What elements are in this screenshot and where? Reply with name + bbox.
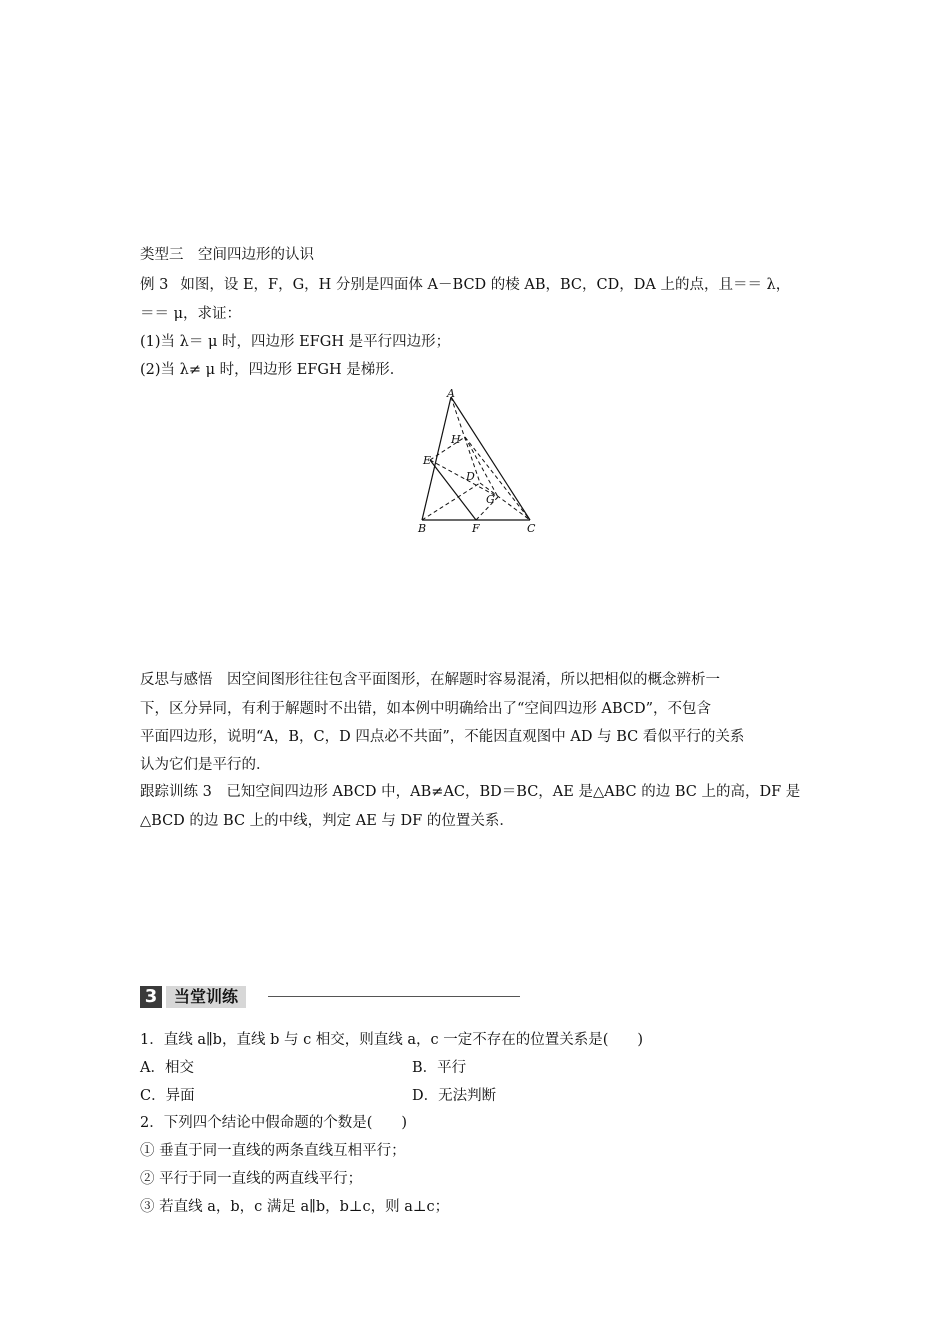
q2-stem: 2．下列四个结论中假命题的个数是( ) [140,1115,408,1131]
example-line-2: ＝＝ μ，求证： [140,306,242,322]
example-part-2: (2)当 λ≠ μ 时，四边形 EFGH 是梯形． [140,362,405,378]
reflection-line-1: 反思与感悟 因空间图形往往包含平面图形，在解题时容易混淆，所以把相似的概念辨析一 [140,672,720,688]
example-part-1: (1)当 λ＝ μ 时，四边形 EFGH 是平行四边形； [140,334,451,350]
q2-statement-1: ① 垂直于同一直线的两条直线互相平行； [140,1143,406,1159]
label-c: C [527,522,536,535]
q1-option-c: C．异面 [140,1088,195,1104]
tetrahedron-figure [410,388,550,538]
tracking-line-1: 跟踪训练 3 已知空间四边形 ABCD 中，AB≠AC，BD＝BC，AE 是△ABC 的边 BC 上的高，DF 是 [140,784,801,800]
q1-option-d: D．无法判断 [412,1088,497,1104]
q2-statement-3: ③ 若直线 a，b，c 满足 a∥b，b⊥c，则 a⊥c； [140,1199,450,1215]
tracking-line-2: △BCD 的边 BC 上的中线，判定 AE 与 DF 的位置关系． [140,813,514,829]
heading-divider [268,996,520,997]
example-label: 例 3 [140,277,169,293]
label-e: E [423,454,432,467]
reflection-line-4: 认为它们是平行的． [140,757,271,773]
q1-stem: 1．直线 a∥b，直线 b 与 c 相交，则直线 a，c 一定不存在的位置关系是( ) [140,1032,644,1048]
label-a: A [447,388,455,400]
practice-number-badge: 3 [140,986,162,1008]
reflection-line-3: 平面四边形，说明“A，B，C，D 四点必不共面”，不能因直观图中 AD 与 BC 看似平行的关系 [140,729,745,745]
example-text-1: 如图，设 E，F，G，H 分别是四面体 A－BCD 的棱 AB，BC，CD，DA 上的点，且＝＝ λ， [180,277,791,293]
section-title: 类型三 空间四边形的认识 [140,247,314,263]
label-h: H [451,433,461,446]
practice-heading-title: 当堂训练 [166,986,246,1008]
q1-option-a: A．相交 [140,1060,194,1076]
q2-statement-2: ② 平行于同一直线的两直线平行； [140,1171,363,1187]
label-g: G [486,493,495,506]
label-f: F [472,522,480,535]
label-d: D [466,470,475,483]
example-line-1 [140,275,790,295]
q1-option-b: B．平行 [412,1060,467,1076]
label-b: B [418,522,427,535]
reflection-line-2: 下，区分异同，有利于解题时不出错，如本例中明确给出了“空间四边形 ABCD”，不包含 [140,701,712,717]
